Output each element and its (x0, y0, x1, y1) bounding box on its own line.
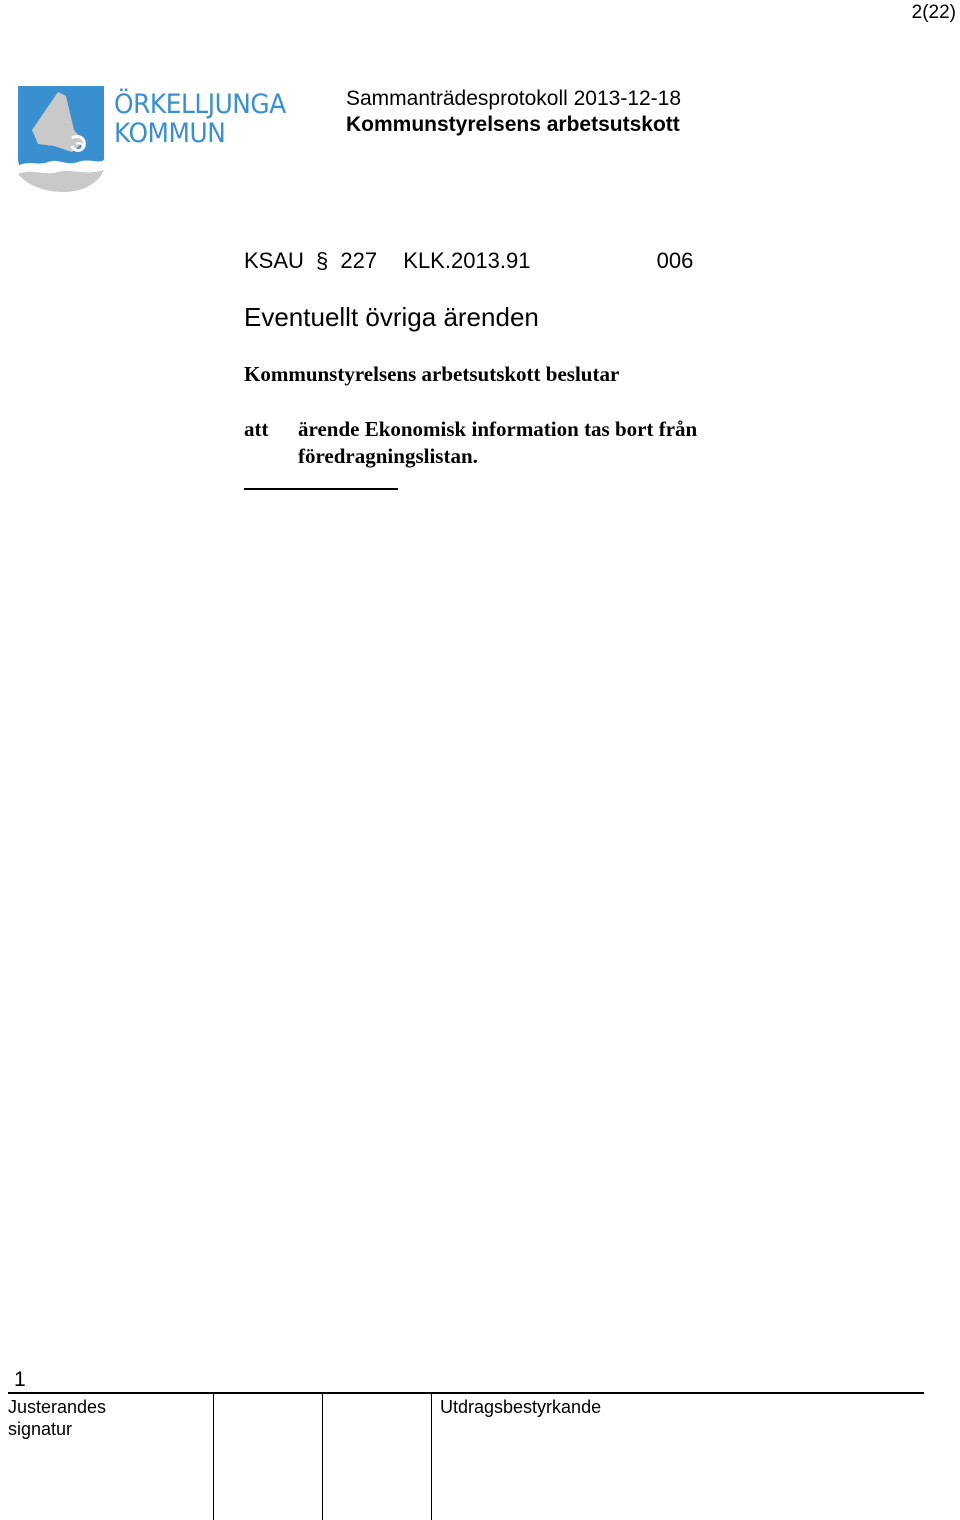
case-code: 006 (656, 248, 694, 273)
section-sign: § (316, 248, 329, 273)
footnote-number: 1 (14, 1368, 26, 1391)
footer-rule (8, 1392, 924, 1394)
page-number: 2(22) (911, 2, 956, 23)
justerandes-line-1: Justerandes (8, 1397, 107, 1417)
case-reference-row (244, 248, 693, 274)
footer-divider-2 (322, 1392, 323, 1520)
justerandes-signatur-label (8, 1396, 106, 1440)
end-rule (244, 488, 398, 490)
committee-name: Kommunstyrelsens arbetsutskott (346, 113, 680, 136)
decision-title: Kommunstyrelsens arbetsutskott beslutar (244, 362, 620, 386)
item-heading: Eventuellt övriga ärenden (244, 302, 539, 332)
footer-divider-3 (431, 1392, 432, 1520)
decision-att: att (244, 417, 269, 441)
case-number: 227 (340, 248, 378, 273)
utdragsbestyrkande-label: Utdragsbestyrkande (440, 1397, 602, 1417)
footer-divider-1 (213, 1392, 214, 1520)
document-title: Sammanträdesprotokoll 2013-12-18 (346, 87, 682, 110)
decision-text: ärende Ekonomisk information tas bort från föredragningslistan. (298, 417, 698, 468)
logo-line-1: ÖRKELLJUNGA (114, 89, 286, 120)
municipality-name-logo (114, 90, 286, 148)
municipality-crest-logo (18, 86, 110, 192)
justerandes-line-2: signatur (8, 1419, 73, 1439)
case-reference: KLK.2013.91 (403, 248, 531, 273)
logo-line-2: KOMMUN (114, 118, 226, 149)
case-body: KSAU (244, 248, 304, 273)
